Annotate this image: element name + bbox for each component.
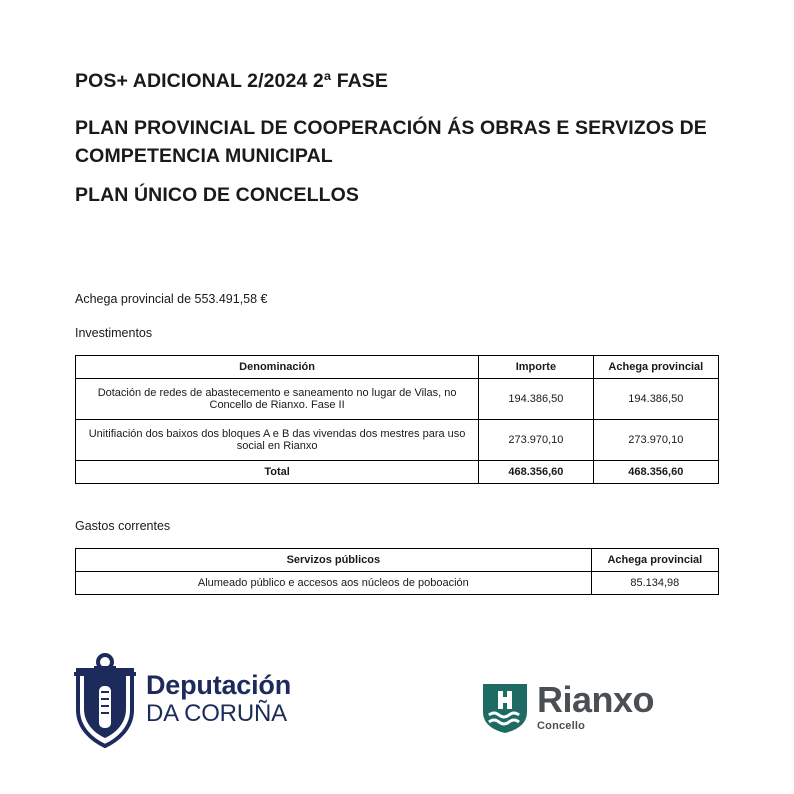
deputacion-logo-text bbox=[146, 672, 291, 726]
column-header-achega: Achega provincial bbox=[591, 549, 718, 572]
column-header-importe: Importe bbox=[479, 356, 593, 379]
deputacion-da-coruna-logo bbox=[72, 648, 292, 756]
rianxo-crest-icon bbox=[481, 682, 529, 734]
cell-total-label: Total bbox=[76, 461, 479, 484]
deputacion-logo-line1: Deputación bbox=[146, 670, 292, 700]
gastos-correntes-table bbox=[75, 548, 719, 595]
table-header-row bbox=[76, 356, 719, 379]
cell-achega: 273.970,10 bbox=[593, 420, 718, 461]
column-header-achega: Achega provincial bbox=[593, 356, 718, 379]
title-line-2: PLAN PROVINCIAL DE COOPERACIÓN ÁS OBRAS E SERVIZOS DE COMPETENCIA MUNICIPAL bbox=[75, 116, 707, 167]
cell-servizo: Alumeado público e accesos aos núcleos de poboación bbox=[76, 572, 592, 595]
title-line-3: PLAN ÚNICO DE CONCELLOS bbox=[75, 184, 359, 207]
cell-achega: 194.386,50 bbox=[593, 379, 718, 420]
table-total-row bbox=[76, 461, 719, 484]
cell-achega: 85.134,98 bbox=[591, 572, 718, 595]
title-line-1: POS+ ADICIONAL 2/2024 2ª FASE bbox=[75, 70, 389, 92]
rianxo-logo-text bbox=[537, 679, 655, 732]
cell-denominacion: Dotación de redes de abastecemento e saneamento no lugar de Vilas, no Concello de Rianxo. Fase II bbox=[76, 379, 479, 420]
deputacion-logo-line2: DA CORUÑA bbox=[146, 700, 287, 727]
table-row bbox=[76, 420, 719, 461]
rianxo-logo-line1: Rianxo bbox=[537, 679, 655, 720]
cell-importe: 273.970,10 bbox=[479, 420, 593, 461]
cell-importe: 194.386,50 bbox=[479, 379, 593, 420]
table-header-row bbox=[76, 549, 719, 572]
column-header-servizos-publicos: Servizos públicos bbox=[76, 549, 592, 572]
rianxo-logo-line2: Concello bbox=[537, 720, 586, 732]
cell-total-achega: 468.356,60 bbox=[593, 461, 718, 484]
deputacion-shield-icon bbox=[72, 652, 138, 748]
column-header-denominacion: Denominación bbox=[76, 356, 479, 379]
cell-denominacion: Unitifiación dos baixos dos bloques A e B das vivendas dos mestres para uso social en Rianxo bbox=[76, 420, 479, 461]
investimentos-table bbox=[75, 355, 719, 484]
table-row bbox=[76, 379, 719, 420]
document-headings bbox=[75, 72, 725, 228]
achega-provincial-intro: Achega provincial de 553.491,58 € bbox=[75, 292, 268, 306]
table-row bbox=[76, 572, 719, 595]
cell-total-importe: 468.356,60 bbox=[479, 461, 593, 484]
gastos-correntes-label: Gastos correntes bbox=[75, 519, 171, 533]
rianxo-concello-logo bbox=[481, 680, 721, 742]
investimentos-label: Investimentos bbox=[75, 326, 153, 340]
